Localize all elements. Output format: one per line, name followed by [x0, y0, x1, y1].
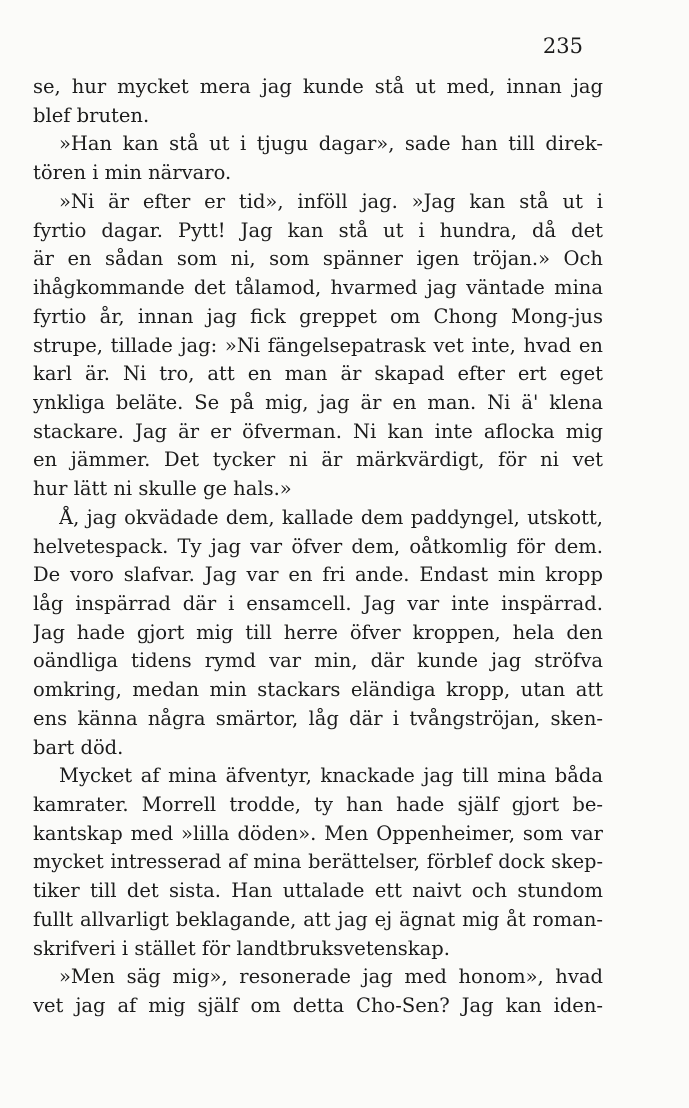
text-line: ynkliga beläte. Se på mig, jag är en man. Ni ä' klena — [33, 390, 603, 414]
text-line: strupe, tillade jag: »Ni fängelsepatrask vet inte, hvad en — [33, 333, 603, 357]
text-line: omkring, medan min stackars eländiga kropp, utan att — [33, 678, 603, 702]
text-line: är en sådan som ni, som spänner igen tröjan.» Och — [33, 247, 603, 271]
text-line: bart död. — [33, 735, 124, 759]
text-line: ens känna några smärtor, låg där i tvångströjan, sken- — [33, 706, 603, 730]
text-line: helvetespack. Ty jag var öfver dem, oåtkomlig för dem. — [33, 534, 603, 558]
text-line: mycket intresserad af mina berättelser, förblef dock skep- — [33, 850, 603, 874]
text-line: fullt allvarligt beklagande, att jag ej ägnat mig åt roman- — [33, 907, 603, 931]
text-line: ihågkommande det tålamod, hvarmed jag väntade mina — [33, 276, 603, 299]
text-line: »Men säg mig», resonerade jag med honom», hvad — [59, 965, 603, 989]
text-line: hur lätt ni skulle ge hals.» — [33, 477, 292, 501]
text-line: oändliga tidens rymd var min, där kunde jag ströfva — [33, 649, 603, 673]
text-line: De voro slafvar. Jag var en fri ande. Endast min kropp — [33, 563, 603, 587]
text-line: vet jag af mig själf om detta Cho-Sen? Jag kan iden- — [33, 994, 603, 1017]
text-line: en jämmer. Det tycker ni är märkvärdigt, för ni vet — [33, 448, 603, 472]
text-line: karl är. Ni tro, att en man är skapad efter ert eget — [33, 362, 603, 386]
text-line: kantskap med »lilla döden». Men Oppenheimer, som var — [33, 821, 603, 845]
text-line: tiker till det sista. Han uttalade ett naivt och stundom — [33, 879, 603, 903]
text-line: blef bruten. — [33, 103, 150, 127]
text-line: fyrtio dagar. Pytt! Jag kan stå ut i hundra, då det — [33, 218, 603, 242]
text-line: tören i min närvaro. — [33, 161, 232, 185]
text-line: Mycket af mina äfventyr, knackade jag till mina båda — [59, 764, 603, 788]
text-line: Å, jag okvädade dem, kallade dem paddyngel, utskott, — [59, 505, 603, 529]
text-line: stackare. Jag är er öfverman. Ni kan inte aflocka mig — [33, 419, 603, 443]
text-line: fyrtio år, innan jag fick greppet om Chong Mong-jus — [33, 304, 603, 328]
text-line: Jag hade gjort mig till herre öfver kroppen, hela den — [33, 620, 603, 644]
text-line: skrifveri i stället för landtbruksvetenskap. — [33, 936, 450, 960]
text-line: se, hur mycket mera jag kunde stå ut med, innan jag — [33, 75, 603, 98]
page-number: 235 — [542, 34, 583, 58]
text-line: »Han kan stå ut i tjugu dagar», sade han till direk- — [59, 132, 603, 156]
text-line: »Ni är efter er tid», inföll jag. »Jag kan stå ut i — [59, 189, 603, 213]
text-line: kamrater. Morrell trodde, ty han hade själf gjort be- — [33, 793, 603, 816]
text-line: låg inspärrad där i ensamcell. Jag var inte inspärrad. — [33, 592, 603, 615]
